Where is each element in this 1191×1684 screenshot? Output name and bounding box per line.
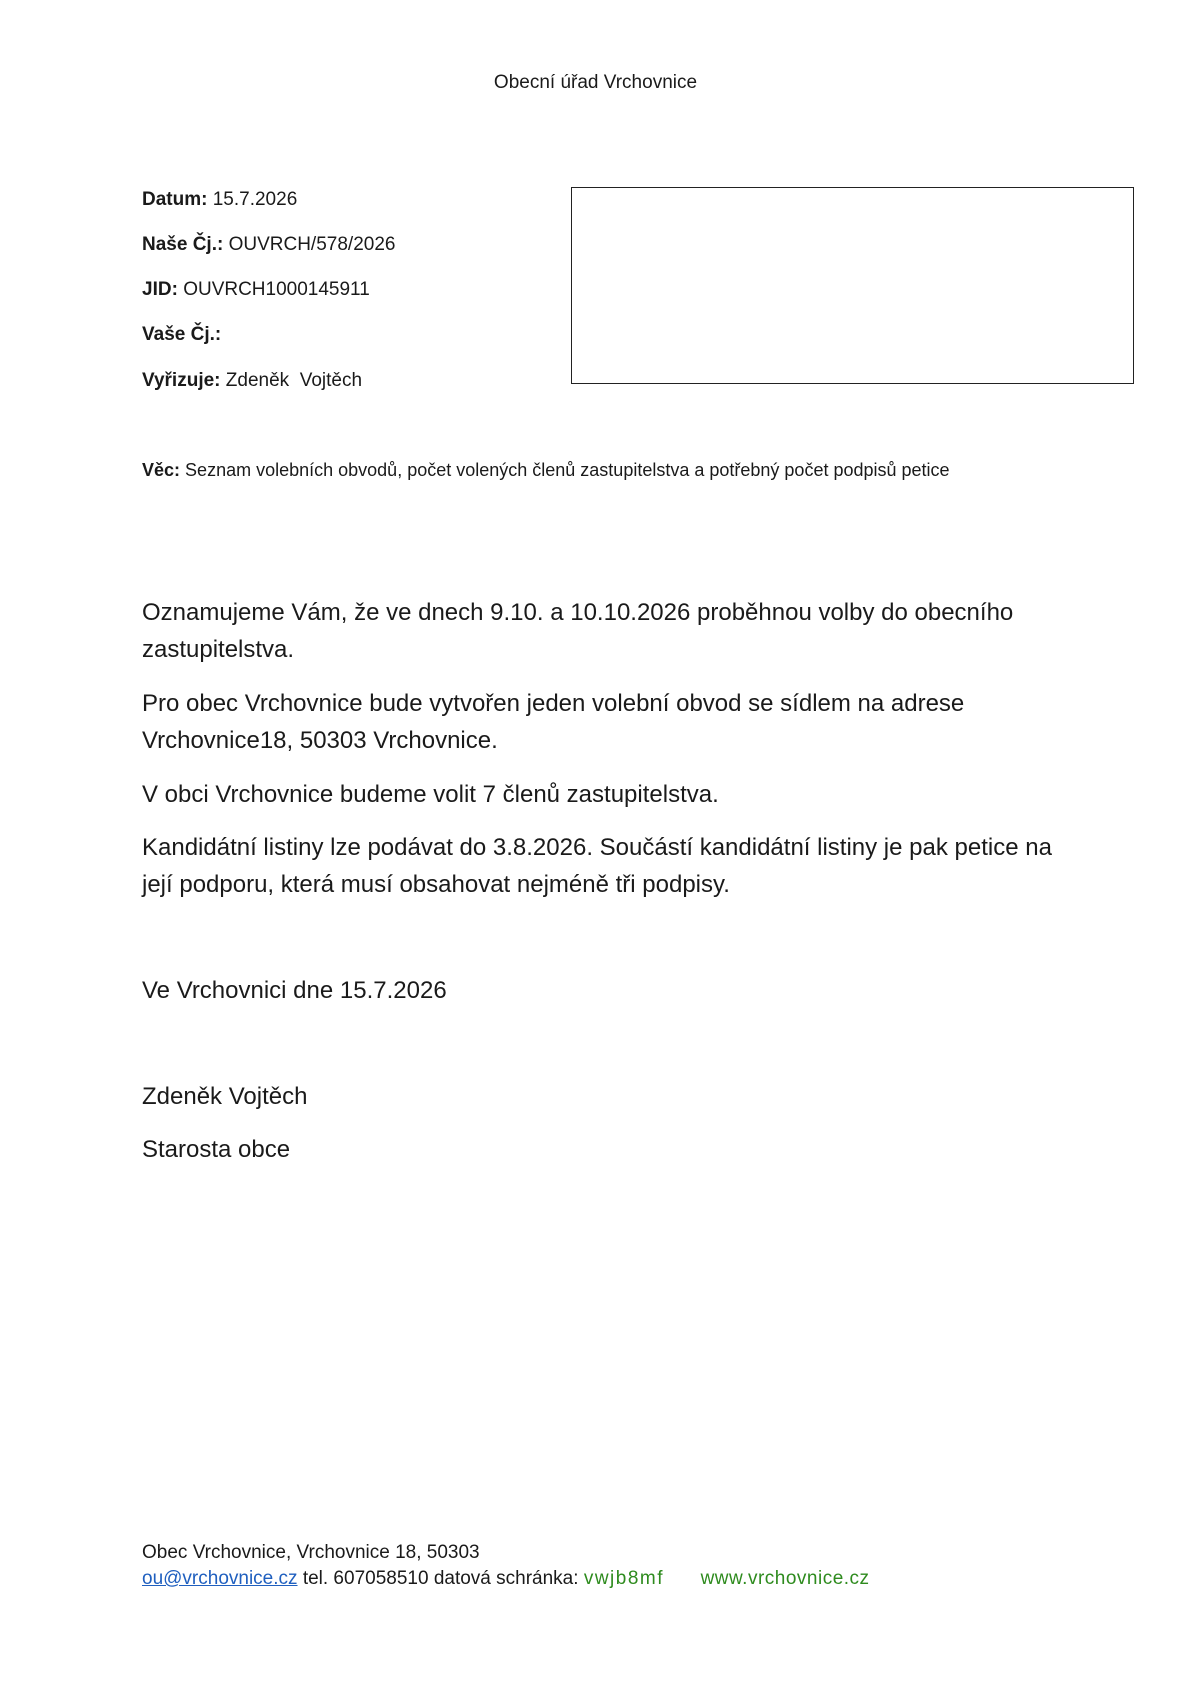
body-paragraph-4: Kandidátní listiny lze podávat do 3.8.2026. Součástí kandidátní listiny je pak petice na její podporu, která musí obsahovat nejméně tři podpisy. (142, 834, 1052, 898)
subject-label: Věc: (142, 460, 181, 480)
date-value: 15.7.2026 (212, 189, 298, 210)
body-paragraph-1: Oznamujeme Vám, že ve dnech 9.10. a 10.10.2026 proběhnou volby do obecního zastupitelstva. (142, 599, 1014, 663)
date-row (142, 189, 297, 211)
body-paragraph-3: V obci Vrchovnice budeme volit 7 členů zastupitelstva. (142, 781, 719, 808)
footer-contacts (142, 1567, 870, 1591)
footer-address: Obec Vrchovnice, Vrchovnice 18, 50303 (142, 1542, 480, 1563)
email-link[interactable]: ou@vrchovnice.cz (142, 1568, 298, 1589)
subject-text: Seznam volebních obvodů, počet volených členů zastupitelstva a potřebný počet podpisů petice (185, 460, 950, 480)
signer-title: Starosta obce (142, 1136, 291, 1163)
handler-value: Zdeněk Vojtěch (225, 370, 363, 391)
our-ref-row (142, 234, 395, 256)
jid-value: OUVRCH1000145911 (183, 279, 370, 300)
our-ref-value: OUVRCH/578/2026 (228, 234, 396, 255)
your-ref-row (142, 324, 221, 346)
data-box-label: datová schránka: (433, 1568, 579, 1589)
handler-label: Vyřizuje: (142, 370, 221, 391)
handler-row (142, 370, 362, 392)
jid-label: JID: (142, 279, 178, 300)
phone-text: tel. 607058510 (302, 1568, 429, 1589)
office-header: Obecní úřad Vrchovnice (493, 72, 698, 93)
signer-name: Zdeněk Vojtěch (142, 1083, 308, 1110)
recipient-address-box (571, 187, 1134, 384)
data-box-value: vwjb8mf (583, 1568, 664, 1589)
jid-row (142, 279, 370, 301)
website-link[interactable]: www.vrchovnice.cz (700, 1568, 870, 1589)
date-label: Datum: (142, 189, 208, 210)
subject-line (142, 460, 950, 481)
place-and-date: Ve Vrchovnici dne 15.7.2026 (142, 977, 447, 1004)
body-paragraph-2: Pro obec Vrchovnice bude vytvořen jeden volební obvod se sídlem na adrese Vrchovnice18, 50303 Vrchovnice. (142, 690, 965, 754)
your-ref-label: Vaše Čj.: (142, 324, 222, 345)
our-ref-label: Naše Čj.: (142, 234, 224, 255)
